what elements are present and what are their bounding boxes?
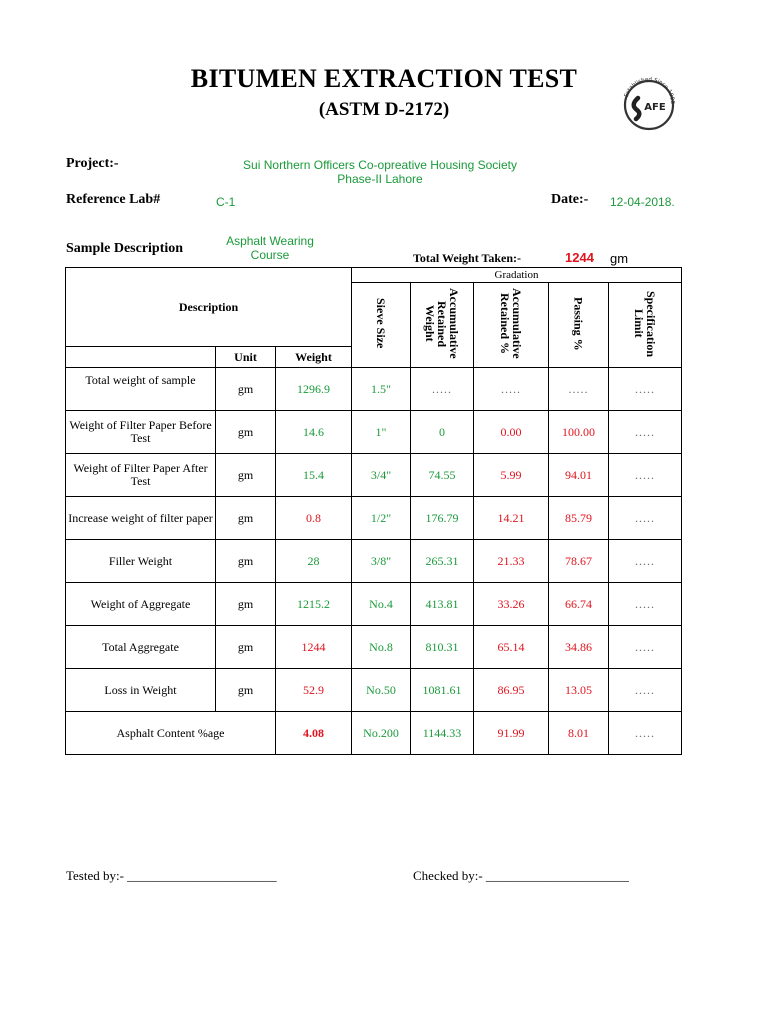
spec-limit-header: Specification Limit xyxy=(609,283,682,368)
row-spec: ..... xyxy=(609,454,682,497)
row-spec: ..... xyxy=(609,583,682,626)
row-description: Increase weight of filter paper xyxy=(66,497,216,540)
project-value xyxy=(190,158,570,186)
row-unit: gm xyxy=(216,368,276,411)
row-weight: 0.8 xyxy=(276,497,352,540)
sample-value-line2: Course xyxy=(250,248,290,262)
table-row xyxy=(66,411,682,454)
tested-by-line: Tested by:- _______________________ xyxy=(66,868,277,883)
table-row xyxy=(66,454,682,497)
row-unit: gm xyxy=(216,454,276,497)
total-weight-value: 1244 xyxy=(565,250,594,265)
sample-description-label: Sample Description xyxy=(66,241,184,256)
row-acc-weight: ..... xyxy=(411,368,474,411)
row-spec: ..... xyxy=(609,368,682,411)
row-acc-weight: 176.79 xyxy=(411,497,474,540)
row-acc-weight: 0 xyxy=(411,411,474,454)
row-passing: ..... xyxy=(549,368,609,411)
row-description: Weight of Filter Paper Before Test xyxy=(66,411,216,454)
row-description: Weight of Filter Paper After Test xyxy=(66,454,216,497)
row-acc-weight: 1081.61 xyxy=(411,669,474,712)
row-acc-pct: 33.26 xyxy=(474,583,549,626)
date-label: Date:- xyxy=(551,192,589,207)
row-unit: gm xyxy=(216,540,276,583)
row-acc-weight: 265.31 xyxy=(411,540,474,583)
row-sieve-size: 1" xyxy=(352,411,411,454)
passing-pct-header: Passing % xyxy=(549,283,609,368)
row-acc-pct: ..... xyxy=(474,368,549,411)
row-sieve-size: 1.5" xyxy=(352,368,411,411)
row-sieve-size: 3/8" xyxy=(352,540,411,583)
row-description: Weight of Aggregate xyxy=(66,583,216,626)
checked-by-line: Checked by:- ______________________ xyxy=(413,868,629,883)
sieve-size-header: Sieve Size xyxy=(352,283,411,368)
row-spec: ..... xyxy=(609,540,682,583)
total-weight-unit: gm xyxy=(610,251,629,266)
project-value-line1: Sui Northern Officers Co-opreative Housing Society xyxy=(243,158,517,172)
row-acc-pct: 21.33 xyxy=(474,540,549,583)
row-weight: 1296.9 xyxy=(276,368,352,411)
row-acc-weight: 1144.33 xyxy=(411,712,474,755)
unit-header: Unit xyxy=(216,347,276,368)
row-unit: gm xyxy=(216,583,276,626)
table-row xyxy=(66,669,682,712)
row-acc-weight: 74.55 xyxy=(411,454,474,497)
table-row xyxy=(66,626,682,669)
row-sieve-size: No.50 xyxy=(352,669,411,712)
row-description: Total weight of sample xyxy=(66,368,216,411)
row-description: Loss in Weight xyxy=(66,669,216,712)
row-passing: 94.01 xyxy=(549,454,609,497)
gradation-header: Gradation xyxy=(352,268,682,283)
row-unit: gm xyxy=(216,411,276,454)
row-weight: 15.4 xyxy=(276,454,352,497)
total-weight-label: Total Weight Taken:- xyxy=(413,251,522,265)
project-label: Project:- xyxy=(66,156,119,171)
row-description: Filler Weight xyxy=(66,540,216,583)
row-acc-weight: 413.81 xyxy=(411,583,474,626)
row-spec: ..... xyxy=(609,669,682,712)
row-passing: 100.00 xyxy=(549,411,609,454)
row-passing: 13.05 xyxy=(549,669,609,712)
row-sieve-size: 1/2" xyxy=(352,497,411,540)
row-passing: 34.86 xyxy=(549,626,609,669)
acc-retained-weight-header: Accumulative Retained Weight xyxy=(411,283,474,368)
row-weight: 1244 xyxy=(276,626,352,669)
row-description: Total Aggregate xyxy=(66,626,216,669)
row-weight: 52.9 xyxy=(276,669,352,712)
weight-header: Weight xyxy=(276,347,352,368)
document-subtitle: (ASTM D-2172) xyxy=(318,99,450,120)
table-row xyxy=(66,368,682,411)
row-weight: 14.6 xyxy=(276,411,352,454)
row-acc-pct: 5.99 xyxy=(474,454,549,497)
table-row xyxy=(66,712,682,755)
row-unit: gm xyxy=(216,669,276,712)
acc-retained-pct-header: Accumulative Retained % xyxy=(474,283,549,368)
table-row xyxy=(66,497,682,540)
sample-description-value xyxy=(220,234,320,262)
logo-arc-text: Established Since 1998 xyxy=(623,76,676,105)
row-sieve-size: No.4 xyxy=(352,583,411,626)
row-acc-pct: 0.00 xyxy=(474,411,549,454)
table-row xyxy=(66,540,682,583)
row-acc-pct: 86.95 xyxy=(474,669,549,712)
row-description: Asphalt Content %age xyxy=(66,712,276,755)
row-sieve-size: No.200 xyxy=(352,712,411,755)
row-weight: 28 xyxy=(276,540,352,583)
reference-lab-value: C-1 xyxy=(216,195,236,209)
row-spec: ..... xyxy=(609,411,682,454)
row-acc-weight: 810.31 xyxy=(411,626,474,669)
table-row xyxy=(66,583,682,626)
reference-lab-label: Reference Lab# xyxy=(66,192,161,207)
row-sieve-size: 3/4" xyxy=(352,454,411,497)
row-passing: 8.01 xyxy=(549,712,609,755)
safe-logo xyxy=(618,72,680,134)
row-passing: 66.74 xyxy=(549,583,609,626)
project-value-line2: Phase-II Lahore xyxy=(337,172,423,186)
document-title: BITUMEN EXTRACTION TEST xyxy=(190,64,578,93)
row-unit: gm xyxy=(216,626,276,669)
row-passing: 85.79 xyxy=(549,497,609,540)
row-sieve-size: No.8 xyxy=(352,626,411,669)
row-weight: 4.08 xyxy=(276,712,352,755)
row-weight: 1215.2 xyxy=(276,583,352,626)
row-spec: ..... xyxy=(609,626,682,669)
row-unit: gm xyxy=(216,497,276,540)
row-acc-pct: 91.99 xyxy=(474,712,549,755)
row-acc-pct: 65.14 xyxy=(474,626,549,669)
row-acc-pct: 14.21 xyxy=(474,497,549,540)
description-header: Description xyxy=(66,268,352,347)
row-spec: ..... xyxy=(609,712,682,755)
row-spec: ..... xyxy=(609,497,682,540)
row-passing: 78.67 xyxy=(549,540,609,583)
date-value: 12-04-2018. xyxy=(610,195,675,209)
extraction-table xyxy=(65,267,682,755)
sample-value-line1: Asphalt Wearing xyxy=(226,234,314,248)
logo-text: AFE xyxy=(644,102,666,113)
